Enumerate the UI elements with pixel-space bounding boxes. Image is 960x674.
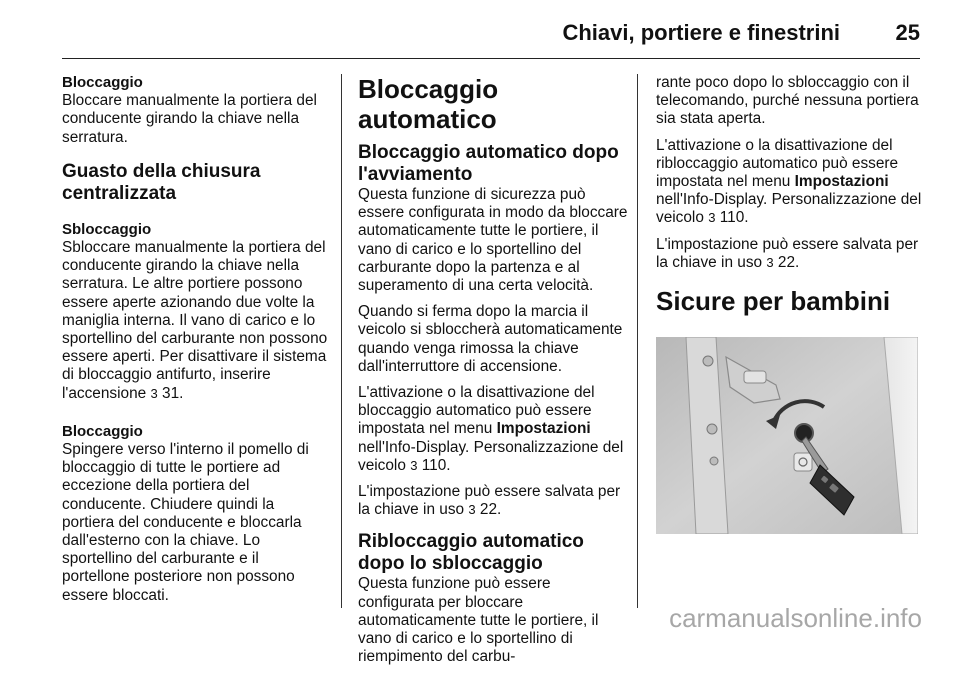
menu-name: Impostazioni — [496, 420, 591, 438]
paragraph — [62, 239, 330, 403]
paragraph: Questa funzione può essere configurata per bloccare automaticamente tutte le portiere, il vano di carico e lo sportellino di riempimento del carbu- — [358, 575, 599, 666]
paragraph-text: L'impostazione può essere salvata per la chiave in uso — [656, 235, 919, 271]
paragraph — [656, 236, 926, 272]
page-ref: 22. — [479, 501, 502, 519]
subheading-bloccaggio: Bloccaggio — [62, 74, 143, 91]
page-title: Chiavi, portiere e finestrini — [562, 20, 840, 45]
paragraph-text: L'impostazione può essere salvata per la chiave in uso — [358, 483, 621, 519]
section-heading-guasto: Guasto della chiusura centralizzata — [62, 160, 261, 204]
watermark: carmanualsonline.info — [669, 603, 922, 633]
page-ref-icon: 3 — [468, 502, 476, 518]
paragraph — [358, 384, 628, 475]
column-3 — [656, 74, 926, 336]
paragraph: Spingere verso l'interno il pomello di bloccaggio di tutte le portiere ad eccezione della portiera del conducente. Chiudere quindi la portiera del conducente e bloccarla dall'esterno con la chiave. Lo sportellino del carburante e il portellone posteriore non possono essere bloccati. — [62, 441, 309, 604]
page-ref-icon: 3 — [766, 254, 774, 270]
menu-name: Impostazioni — [794, 173, 889, 191]
paragraph: rante poco dopo lo sbloccaggio con il telecomando, purché nessuna portiera sia stata aperta. — [656, 74, 919, 128]
page-number: 25 — [895, 20, 920, 45]
paragraph-text: L'attivazione o la disattivazione del ribloccaggio automatico può essere impostata nel menu — [656, 136, 899, 191]
page-ref: 31. — [162, 384, 184, 402]
column-2 — [358, 74, 628, 674]
paragraph — [358, 483, 628, 519]
paragraph: Questa funzione di sicurezza può essere configurata in modo da bloccare automaticamente tutte le portiere, il vano di carico e lo sportellino del carburante dopo la partenza e al superamento di una certa velocità. — [358, 186, 628, 295]
page-ref: 22. — [777, 253, 800, 271]
subheading-bloccaggio: Bloccaggio — [62, 422, 143, 440]
column-divider — [341, 74, 342, 608]
paragraph-text: Sbloccare manualmente la portiera del conducente girando la chiave nella serratura. Le altre portiere possono essere aperte azionando due volte la maniglia interna. Il vano di carico e lo sportellino del carburante non possono essere aperti. Per disattivare il sistema di bloccaggio antifurto, inserire l'accensione — [62, 239, 328, 402]
page-ref: 110. — [421, 456, 451, 474]
section-heading-bloccaggio-automatico: Bloccaggio automatico — [358, 74, 499, 134]
subsection-heading: Bloccaggio automatico dopo l'avviamento — [358, 142, 619, 185]
paragraph-text: nell'Info-Display. Personalizzazione del veicolo — [358, 438, 624, 474]
paragraph-text: L'attivazione o la disattivazione del bloccaggio automatico può essere impostata nel menu — [358, 384, 595, 438]
child-lock-illustration — [656, 337, 918, 534]
page-ref-icon: 3 — [410, 457, 418, 473]
subsection-heading: Ribloccaggio automatico dopo lo sbloccaggio — [358, 531, 584, 575]
section-heading-sicure-bambini: Sicure per bambini — [656, 286, 891, 317]
page-ref-icon: 3 — [708, 210, 716, 226]
subheading-sbloccaggio: Sbloccaggio — [62, 220, 152, 238]
page-ref-icon: 3 — [150, 385, 158, 401]
page-header — [62, 14, 920, 59]
page-ref: 110. — [719, 209, 749, 227]
paragraph: Bloccare manualmente la portiera del conducente girando la chiave nella serratura. — [62, 92, 317, 146]
column-divider — [637, 74, 638, 608]
paragraph: Quando si ferma dopo la marcia il veicolo si sbloccherà automaticamente quando venga rimossa la chiave dall'interruttore di accensione. — [358, 303, 623, 375]
paragraph-text: nell'Info-Display. Personalizzazione del veicolo — [656, 191, 922, 227]
child-lock-drawing — [656, 337, 918, 534]
paragraph — [656, 137, 926, 228]
column-1 — [62, 74, 330, 613]
